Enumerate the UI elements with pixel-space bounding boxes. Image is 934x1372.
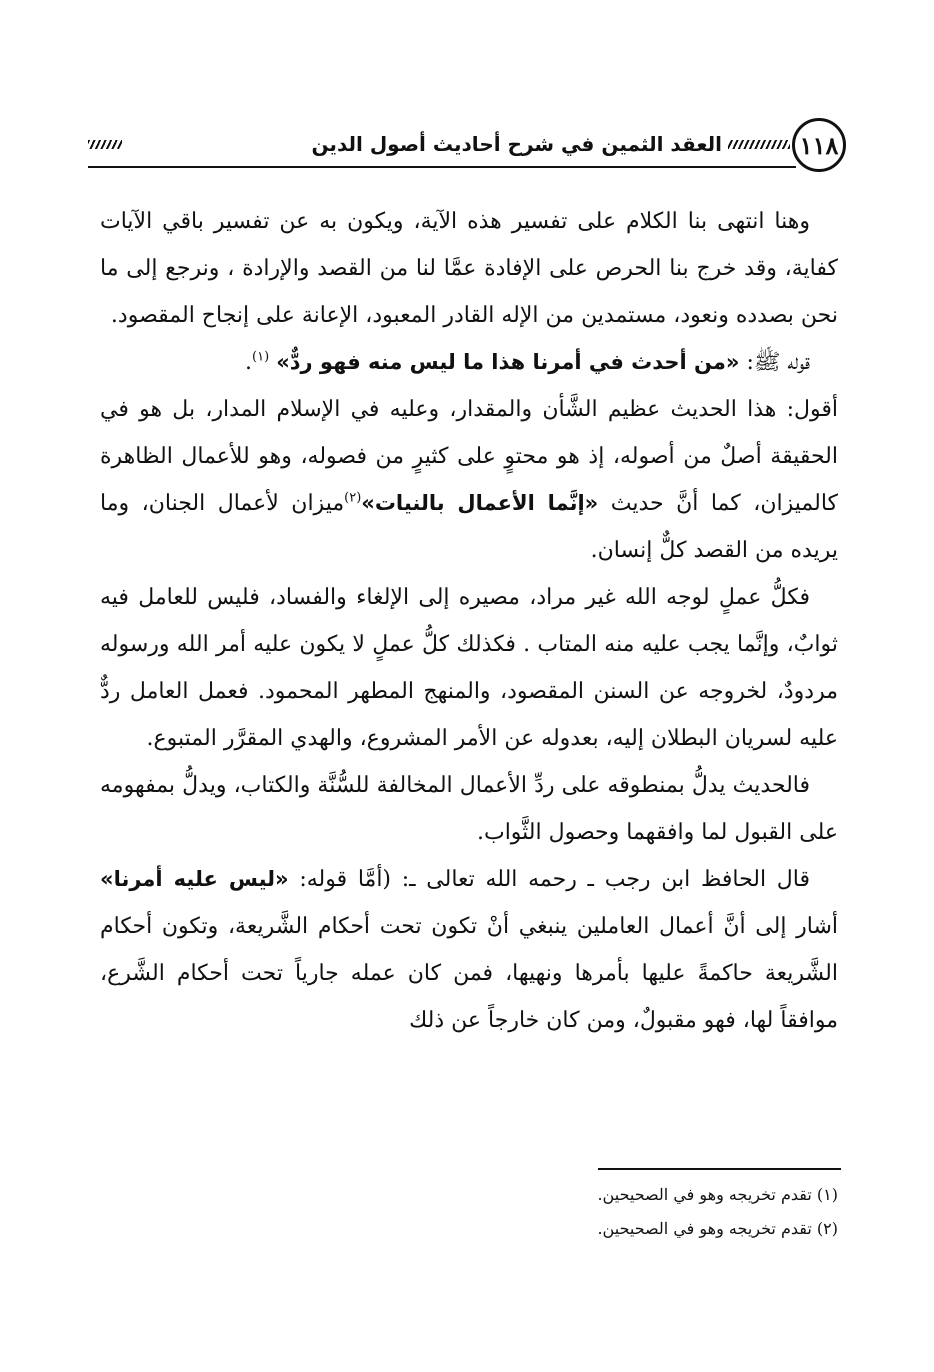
text-span: أشار إلى أنَّ أعمال العاملين ينبغي أنْ تكون تحت أحكام الشَّريعة، وتكون أحكام الشَّريعة حاكمةً عليها بأمرها ونهيها، فمن كان عمله جارياً تحت أحكام الشَّرع، موافقاً لها، فهو مقبولٌ، ومن كان خارجاً عن ذلك [100, 914, 838, 1033]
book-title: العقد الثمين في شرح أحاديث أصول الدين [305, 132, 728, 156]
paragraph: وهنا انتهى بنا الكلام على تفسير هذه الآية، ويكون به عن تفسير باقي الآيات كفاية، وقد خرج بنا الحرص على الإفادة عمَّا لنا من القصد والإرادة ، ونرجع إلى ما نحن بصدده ونعود، مستمدين من الإله القادر المعبود، الإعانة على إنجاح المقصود. [100, 209, 838, 328]
header-ornament-left [88, 140, 122, 149]
paragraph: فكلُّ عملٍ لوجه الله غير مراد، مصيره إلى الإلغاء والفساد، فليس للعامل فيه ثوابٌ، وإنَّما يجب عليه منه المتاب . فكذلك كلُّ عملٍ لا يكون عليه أمر الله ورسوله مردودٌ، لخروجه عن السنن المقصود، والمنهج المطهر المحمود. فعمل العامل ردٌّ عليه لسريان البطلان إليه، بعدوله عن الأمر المشروع، والهدي المقرَّر المتبوع. [100, 585, 838, 751]
footnote: (٢) تقدم تخريجه وهو في الصحيحين. [597, 1219, 838, 1238]
hadith-text: «إنَّما الأعمال بالنيات» [361, 491, 599, 515]
footnote: (١) تقدم تخريجه وهو في الصحيحين. [597, 1185, 838, 1204]
main-text [100, 198, 838, 1044]
text-span: قال الحافظ ابن رجب ـ رحمه الله تعالى ـ: (أمَّا قوله: [288, 867, 810, 892]
footnote-ref: (٢) [344, 490, 362, 506]
paragraph [100, 339, 838, 386]
footnote-ref: (١) [252, 349, 270, 365]
page-number: ١١٨ [792, 118, 846, 172]
text-span: . [245, 350, 253, 375]
paragraph: فالحديث يدلُّ بمنطوقه على ردِّ الأعمال المخالفة للسُّنَّة والكتاب، ويدلُّ بمفهومه على القبول لما وافقهما وحصول الثَّواب. [100, 773, 838, 845]
paragraph [100, 856, 838, 1044]
header-rule [88, 166, 796, 168]
paragraph [100, 386, 838, 574]
hadith-text: «ليس عليه أمرنا» [100, 867, 289, 891]
footnotes [438, 1178, 838, 1246]
hadith-text: «من أحدث في أمرنا هذا ما ليس منه فهو ردٌّ» [276, 350, 740, 374]
text-span: ميزان لأعمال الجنان، وما يريده من القصد كلٌّ إنسان. [100, 491, 838, 563]
text-span: أقول: هذا الحديث عظيم الشَّأن والمقدار، وعليه في الإسلام المدار، بل هو في الحقيقة أصلٌ من أصوله، إذ هو محتوٍ على كثيرٍ من فصوله، وهو للأعمال الظاهرة كالميزان، كما أنَّ حديث [100, 397, 838, 516]
page-header [88, 118, 846, 174]
text-span: قوله ﷺ: [739, 350, 810, 375]
footnote-separator [598, 1168, 841, 1170]
